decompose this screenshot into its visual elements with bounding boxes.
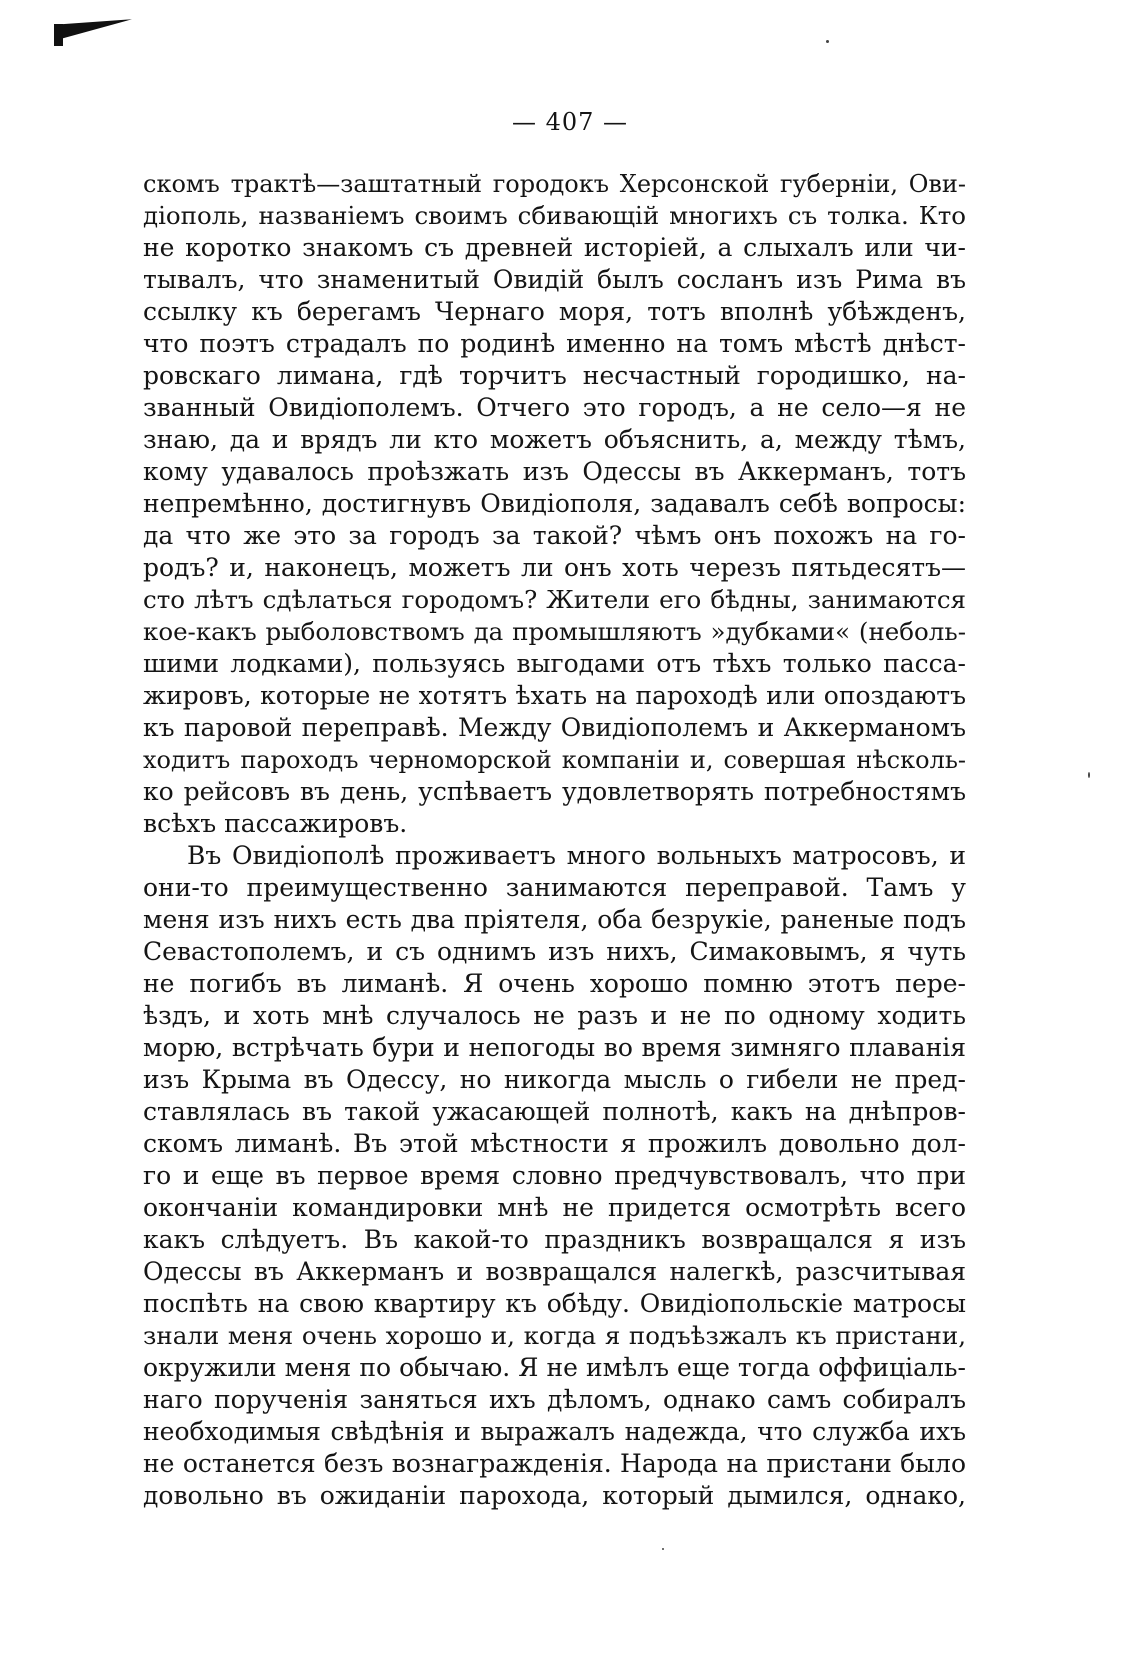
text-line: морю, встрѣчать бури и непогоды во время зимняго плаванія	[143, 1033, 966, 1062]
text-line: да что же это за городъ за такой? чѣмъ онъ похожъ на го-	[143, 521, 966, 550]
text-line: необходимыя свѣдѣнія и выражалъ надежда, что служба ихъ	[143, 1417, 966, 1446]
text-line: ссылку къ берегамъ Чернаго моря, тотъ вполнѣ убѣжденъ,	[143, 297, 966, 326]
scan-speck	[662, 1548, 664, 1550]
text-line: какъ слѣдуетъ. Въ какой-то праздникъ возвращался я изъ	[143, 1225, 966, 1254]
text-line: знаю, да и врядъ ли кто можетъ объяснить, а, между тѣмъ,	[143, 425, 966, 454]
text-line: ставлялась въ такой ужасающей полнотѣ, какъ на днѣпров-	[143, 1097, 966, 1126]
text-line: кому удавалось проѣзжать изъ Одессы въ Аккерманъ, тотъ	[143, 457, 966, 486]
text-line: непремѣнно, достигнувъ Овидіополя, задавалъ себѣ вопросы:	[143, 489, 966, 518]
text-line: знали меня очень хорошо и, когда я подъѣзжалъ къ пристани,	[143, 1321, 966, 1350]
text-line: сто лѣтъ сдѣлаться городомъ? Жители его бѣдны, занимаются	[143, 585, 966, 614]
text-line: Севастополемъ, и съ однимъ изъ нихъ, Симаковымъ, я чуть	[143, 937, 966, 966]
text-line: шими лодками), пользуясь выгодами отъ тѣхъ только пасса-	[143, 649, 966, 678]
text-line: Одессы въ Аккерманъ и возвращался налегкѣ, разсчитывая	[143, 1257, 966, 1286]
scan-speck	[1088, 772, 1090, 778]
text-line: всѣхъ пассажировъ.	[143, 809, 408, 838]
text-line: не погибъ въ лиманѣ. Я очень хорошо помню этотъ пере-	[143, 969, 966, 998]
text-line: довольно въ ожиданіи парохода, который дымился, однако,	[143, 1481, 966, 1510]
paragraph	[143, 168, 966, 840]
text-line: тывалъ, что знаменитый Овидій былъ сосланъ изъ Рима въ	[143, 265, 966, 294]
text-line: жировъ, которые не хотятъ ѣхать на пароходѣ или опоздаютъ	[143, 681, 966, 710]
text-line: изъ Крыма въ Одессу, но никогда мысль о гибели не пред-	[143, 1065, 966, 1094]
text-line: къ паровой переправѣ. Между Овидіополемъ и Аккерманомъ	[143, 713, 966, 742]
text-line: поспѣть на свою квартиру къ обѣду. Овидіопольскіе матросы	[143, 1289, 966, 1318]
text-line: го и еще въ первое время словно предчувствовалъ, что при	[143, 1161, 966, 1190]
text-line: окончаніи командировки мнѣ не придется осмотрѣть всего	[143, 1193, 966, 1222]
page-number: — 407 —	[511, 108, 629, 136]
text-line: скомъ трактѣ—заштатный городокъ Херсонской губерніи, Ови-	[143, 170, 966, 198]
text-line: меня изъ нихъ есть два пріятеля, оба безрукіе, раненые подъ	[143, 905, 966, 934]
scan-speck	[826, 40, 829, 43]
text-line: званный Овидіополемъ. Отчего это городъ, а не село—я не	[143, 393, 966, 422]
text-line: наго порученія заняться ихъ дѣломъ, однако самъ собиралъ	[143, 1385, 966, 1414]
paragraph	[143, 840, 966, 1512]
text-line: Въ Овидіополѣ проживаетъ много вольныхъ матросовъ, и	[187, 841, 966, 870]
text-line: родъ? и, наконецъ, можетъ ли онъ хоть черезъ пятьдесятъ—	[143, 553, 966, 582]
text-line: ко рейсовъ въ день, успѣваетъ удовлетворять потребностямъ	[143, 777, 966, 806]
text-line: діополь, названіемъ своимъ сбивающій многихъ съ толка. Кто	[143, 201, 966, 230]
scan-mark-stub	[54, 24, 63, 46]
text-line: ѣздъ, и хоть мнѣ случалось не разъ и не по одному ходить	[143, 1001, 966, 1030]
text-line: скомъ лиманѣ. Въ этой мѣстности я прожилъ довольно дол-	[143, 1129, 966, 1158]
scan-mark	[54, 19, 132, 40]
text-line: ровскаго лимана, гдѣ торчитъ несчастный городишко, на-	[143, 361, 966, 390]
body-text	[143, 168, 966, 1512]
text-line: не коротко знакомъ съ древней исторіей, а слыхалъ или чи-	[143, 233, 966, 262]
text-line: они-то преимущественно занимаются переправой. Тамъ у	[143, 873, 966, 902]
text-line: не останется безъ вознагражденія. Народа на пристани было	[143, 1449, 966, 1478]
text-line: окружили меня по обычаю. Я не имѣлъ еще тогда оффиціаль-	[143, 1353, 966, 1382]
text-line: ходитъ пароходъ черноморской компаніи и, совершая нѣсколь-	[143, 746, 966, 774]
text-line: кое-какъ рыболовствомъ да промышляютъ »дубками« (неболь-	[143, 617, 966, 646]
text-line: что поэтъ страдалъ по родинѣ именно на томъ мѣстѣ днѣст-	[143, 329, 966, 358]
